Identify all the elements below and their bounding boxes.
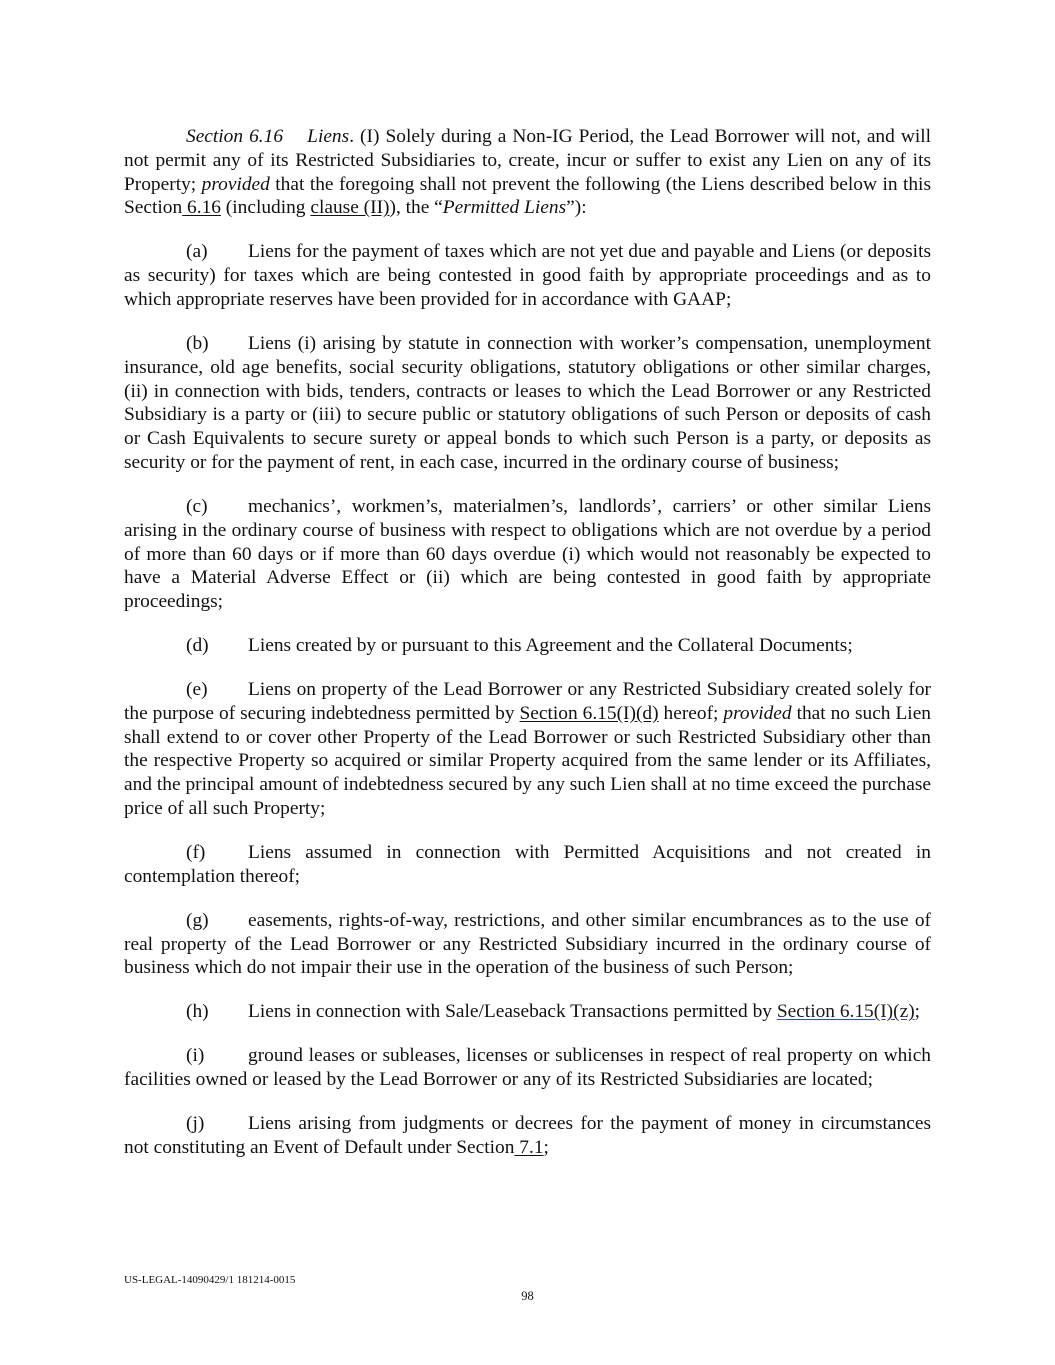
clause-text: Liens (i) arising by statute in connection with worker’s compensation, unemployment insurance, old age benefits, social security obligations, statutory obligations or other similar charges, (ii) in connection with bids, tenders, contracts or leases to which the Lead Borrower or any Restricted Subsidiary is a party or (iii) to secure public or statutory obligations of such Person or deposits of cash or Cash Equivalents to secure surety or appeal bonds to which such Person is a party, or deposits as security or for the payment of rent, in each case, incurred in the ordinary course of business; <box>124 332 931 473</box>
clause-text: Liens for the payment of taxes which are not yet due and payable and Liens (or deposits as security) for taxes which are being contested in good faith by appropriate proceedings and as to which appropriate reserves have been provided for in accordance with GAAP; <box>124 241 931 310</box>
clause-text: mechanics’, workmen’s, materialmen’s, landlords’, carriers’ or other similar Liens arising in the ordinary course of business with respect to obligations which are not overdue by a period of more than 60 days or if more than 60 days overdue (i) which would not reasonably be expected to have a Material Adverse Effect or (ii) which are being contested in good faith by appropriate proceedings; <box>124 495 931 613</box>
section-title: Liens <box>307 126 350 147</box>
page-number: 98 <box>521 1289 534 1303</box>
clause-label: (g) <box>186 909 209 931</box>
section-7-1-reference[interactable]: 7.1 <box>514 1136 544 1158</box>
clause-label: (i) <box>186 1045 205 1067</box>
clause-label: (f) <box>186 842 206 864</box>
clause-ii-reference[interactable]: clause (II) <box>310 197 390 219</box>
clause-text: Liens assumed in connection with Permitted Acquisitions and not created in contemplation thereof; <box>124 842 931 887</box>
section-number: Section 6.16 <box>186 126 284 147</box>
clause-b <box>124 332 931 475</box>
clause-label: (c) <box>186 495 208 517</box>
clause-e: (e) Liens on property of the Lead Borrower or any Restricted Subsidiary created solely for the purpose of securing indebtedness permitted by Section 6.15(I)(d) hereof; provided that no such Lien shall extend to or cover other Property of the Lead Borrower or such Restricted Subsidiary other than the respective Property so acquired or similar Property acquired from the same lender or its Affiliates, and the principal amount of indebtedness secured by any such Lien shall at no time exceed the purchase price of all such Property; <box>124 679 931 820</box>
clause-label: (b) <box>186 332 209 354</box>
clause-text: ground leases or subleases, licenses or sublicenses in respect of real property on which facilities owned or leased by the Lead Borrower or any of its Restricted Subsidiaries are located; <box>124 1045 931 1091</box>
clause-d <box>124 634 931 658</box>
clause-h: (h) Liens in connection with Sale/Leaseback Transactions permitted by Section 6.15(I)(z); <box>186 1001 921 1023</box>
clause-g <box>124 909 931 980</box>
clause-j: (j) Liens arising from judgments or decrees for the payment of money in circumstances not constituting an Event of Default under Section 7.1; <box>124 1113 931 1158</box>
document-body <box>124 125 931 1180</box>
section-6-15-i-z-link[interactable]: Section 6.15(I)(z) <box>776 1001 915 1023</box>
clause-label: (a) <box>186 241 208 263</box>
section-6-15-i-d-reference[interactable]: Section 6.15(I)(d) <box>519 702 659 724</box>
clause-label: (d) <box>186 635 209 657</box>
footer-document-id: US-LEGAL-14090429/1 181214-0015 <box>124 1274 296 1286</box>
clause-c <box>124 495 931 614</box>
section-intro-paragraph: Section 6.16 Liens. (I) Solely during a Non-IG Period, the Lead Borrower will not, and will not permit any of its Restricted Subsidiaries to, create, incur or suffer to exist any Lien on any of its Property; provided that the foregoing shall not prevent the following (the Liens described below in this Section 6.16 (including clause (II)), the “Permitted Liens”): <box>124 126 932 219</box>
clause-i <box>124 1044 931 1092</box>
clause-text: Liens created by or pursuant to this Agreement and the Collateral Documents; <box>248 635 853 657</box>
clause-f <box>124 841 931 889</box>
clause-text: easements, rights-of-way, restrictions, and other similar encumbrances as to the use of real property of the Lead Borrower or any Restricted Subsidiary incurred in the ordinary course of business which do not impair their use in the operation of the business of such Person; <box>124 909 931 979</box>
clause-label: (h) <box>186 1001 209 1023</box>
clause-label: (j) <box>186 1113 205 1135</box>
section-6-16-reference[interactable]: 6.16 <box>182 197 221 219</box>
clause-label: (e) <box>186 679 208 701</box>
clause-a <box>124 240 931 311</box>
defined-term: Permitted Liens <box>442 197 567 219</box>
